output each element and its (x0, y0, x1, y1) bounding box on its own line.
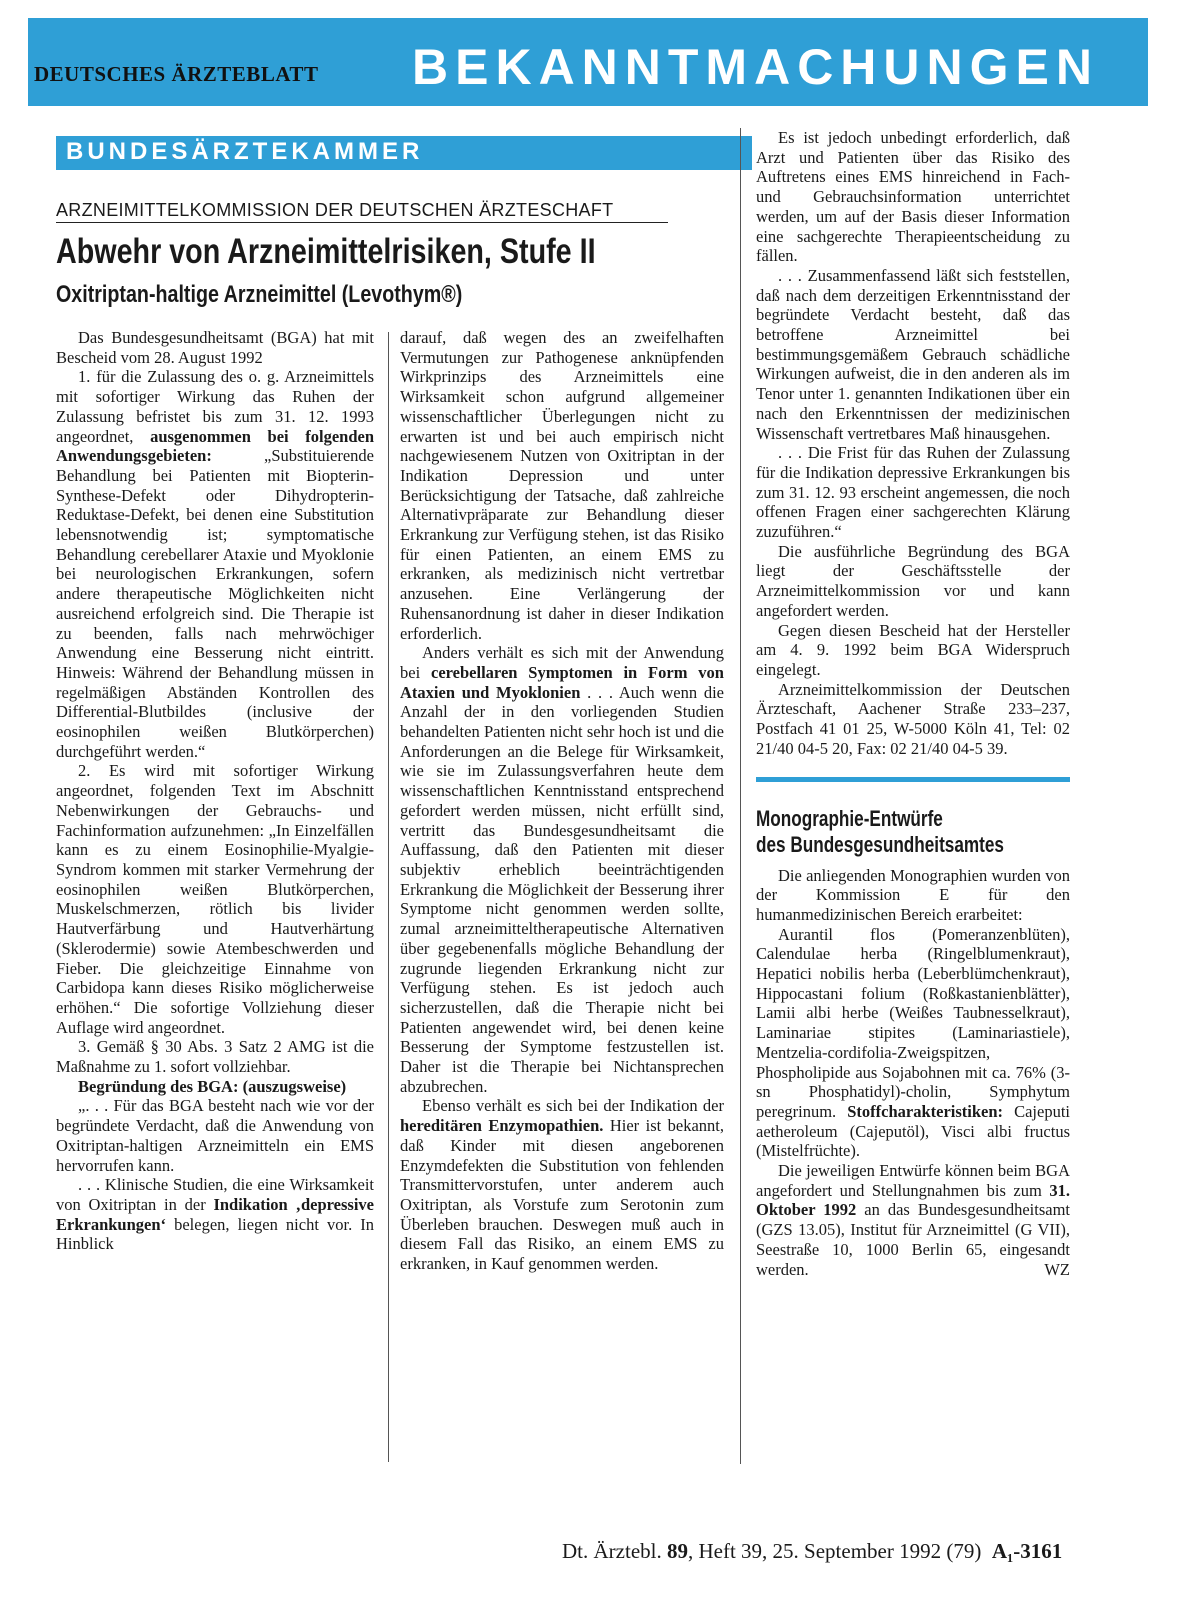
paragraph: Aurantil flos (Pomeranzenblüten), Calendulae herba (Ringelblumenkraut), Hepatici nobilis herba (Leberblümchenkraut), Hippocastani folium (Roßkastanienblätter), Lamii albi herbe (Weißes Taubnesselkraut), Laminariae stipites (Laminariastiele), Mentzelia-cordifolia-Zweigspitzen, Phospholipide aus Sojabohnen mit ca. 76% (3-sn Phosphatidyl)-cholin, Symphytum peregrinum. Stoffcharakteristiken: Cajeputi aetheroleum (Cajeputöl), Visci albi fructus (Mistelfrüchte). (756, 924, 1070, 1161)
article-kicker: ARZNEIMITTELKOMMISSION DER DEUTSCHEN ÄRZTESCHAFT (56, 200, 668, 223)
paragraph: Die jeweiligen Entwürfe können beim BGA angefordert und Stellungnahmen bis zum 31. Oktober 1992 an das Bundesgesundheitsamt (GZS 13.05), Institut für Arzneimittel (G VII), Seestraße 10, 1000 Berlin 65, eingesandt werden. WZ (756, 1161, 1070, 1279)
section-separator (756, 777, 1070, 782)
article-subtitle: Oxitriptan-haltige Arzneimittel (Levothym®) (56, 281, 463, 308)
paragraph: . . . Klinische Studien, die eine Wirksamkeit von Oxitriptan in der Indikation ‚depressive Erkrankungen‘ belegen, liegen nicht vor. In Hinblick (56, 1175, 374, 1254)
paragraph: 2. Es wird mit sofortiger Wirkung angeordnet, folgenden Text im Abschnitt Nebenwirkungen der Gebrauchs- und Fachinformation aufzunehmen: „In Einzelfällen kann es zu einem Eosinophilie-Myalgie-Syndrom kommen mit starker Vermehrung der eosinophilen weißen Blutkörperchen, Muskelschmerzen, rötlich bis livider Hautverfärbung und Hautverhärtung (Sklerodermie) sowie Atembeschwerden und Fieber. Die gleichzeitige Einnahme von Carbidopa kann dieses Risiko möglicherweise erhöhen.“ Die sofortige Vollziehung dieser Auflage wird angeordnet. (56, 761, 374, 1037)
section-subheading: Begründung des BGA: (auszugsweise) (78, 1076, 347, 1096)
subsection-band (56, 136, 752, 170)
paragraph: Das Bundesgesundheitsamt (BGA) hat mit Bescheid vom 28. August 1992 (56, 328, 374, 367)
article-column-1 (56, 328, 374, 1254)
section-title: BEKANNTMACHUNGEN (412, 39, 1099, 95)
paragraph: 3. Gemäß § 30 Abs. 3 Satz 2 AMG ist die Maßnahme zu 1. sofort vollziehbar. (56, 1037, 374, 1077)
paragraph: Es ist jedoch unbedingt erforderlich, daß Arzt und Patienten über das Risiko des Auftretens eines EMS hinreichend in Fach- und Gebrauchsinformation unterrichtet werden, um auf der Basis dieser Information eine sachgerechte Therapieentscheidung zu fällen. (756, 128, 1070, 266)
page-footer: Dt. Ärztebl. 89, Heft 39, 25. September 1992 (79) A₁-3161 (562, 1539, 1063, 1563)
paragraph: Arzneimittelkommission der Deutschen Ärzteschaft, Aachener Straße 233–237, Postfach 41 01 25, W-5000 Köln 41, Tel: 02 21/40 04-5 20, Fax: 02 21/40 04-5 39. (756, 679, 1070, 758)
monographie-title: Monographie-Entwürfe des Bundesgesundheitsamtes (756, 805, 1004, 857)
paragraph: „. . . Für das BGA besteht nach wie vor der begründete Verdacht, daß die Anwendung von Oxitriptan-haltigen Arzneimitteln ein EMS hervorrufen kann. (56, 1096, 374, 1175)
paragraph: Ebenso verhält es sich bei der Indikation der hereditären Enzymopathien. Hier ist bekannt, daß Kinder mit diesen angeborenen Enzymdefekten die Substitution von fehlenden Transmittervorstufen, unter anderem auch Oxitriptan, als Vorstufe zum Serotonin zum Überleben brauchen. Deswegen muß auch in diesem Fall das Risiko, an einem EMS zu erkranken, in Kauf genommen werden. (400, 1096, 725, 1274)
journal-name: DEUTSCHES ÄRZTEBLATT (34, 62, 319, 86)
paragraph: . . . Die Frist für das Ruhen der Zulassung für die Indikation depressive Erkrankungen bis zum 31. 12. 93 erscheint angemessen, die noch offenen Fragen einer sachgerechten Klärung zuzuführen.“ (756, 443, 1070, 542)
column-divider (388, 332, 389, 1462)
paragraph: Die anliegenden Monographien wurden von der Kommission E für den humanmedizinischen Bereich erarbeitet: (756, 865, 1070, 924)
paragraph: darauf, daß wegen des an zweifelhaften Vermutungen zur Pathogenese anknüpfenden Wirkprinzips des Arzneimittels eine Wirksamkeit schon aufgrund allgemeiner wissenschaftlicher Überlegungen nicht zu erwarten ist und bei auch empirisch nicht nachgewiesenem Nutzen von Oxitriptan in der Indikation Depression und unter Berücksichtigung der Tatsache, daß zahlreiche Alternativpräparate zur Behandlung dieser Erkrankung zur Verfügung stehen, ist das Risiko für einen Patienten, an einem EMS zu erkranken, als medizinisch nicht vertretbar anzusehen. Eine Verlängerung der Ruhensanordnung ist daher in dieser Indikation erforderlich. (400, 328, 724, 643)
paragraph: Anders verhält es sich mit der Anwendung bei cerebellaren Symptomen in Form von Ataxien und Myoklonien . . . Auch wenn die Anzahl der in den vorliegenden Studien behandelten Patienten nicht sehr hoch ist und die Anforderungen an die Belege für Wirksamkeit, wie sie im Zulassungsverfahren heute dem wissenschaftlichen Kenntnisstand entsprechend gefordert werden müssen, nicht erfüllt sind, vertritt das Bundesgesundheitsamt die Auffassung, daß den Patienten mit dieser subjektiv erheblich beeinträchtigenden Erkrankung die Möglichkeit der Besserung ihrer Symptome nicht genommen werden sollte, zumal arzneimitteltherapeutische Alternativen über gegebenenfalls mögliche Behandlung der zugrunde liegenden Erkrankung nicht zur Verfügung stehen. Es ist jedoch auch sicherzustellen, daß die Therapie nicht bei Patienten angewendet wird, bei denen keine Besserung der Symptome festzustellen ist. Daher ist die Therapie bei Nichtansprechen abzubrechen. (400, 643, 724, 1096)
article-column-2 (400, 328, 724, 1274)
article-title: Abwehr von Arzneimittelrisiken, Stufe II (56, 232, 596, 271)
article-column-3 (756, 128, 1070, 1279)
paragraph: Die ausführliche Begründung des BGA liegt der Geschäftsstelle der Arzneimittelkommission vor und kann angefordert werden. (756, 541, 1070, 620)
author-signature: WZ (1044, 1259, 1070, 1279)
subsection-title: BUNDESÄRZTEKAMMER (66, 138, 424, 165)
column-divider (740, 128, 741, 1464)
paragraph: 1. für die Zulassung des o. g. Arzneimittels mit sofortiger Wirkung das Ruhen der Zulassung befristet bis zum 31. 12. 1993 angeordnet, ausgenommen bei folgenden Anwendungsgebieten: „Substituierende Behandlung bei Patienten mit Biopterin-Synthese-Defekt oder Dihydropterin-Reduktase-Defekt, bei denen eine Substitution lebensnotwendig ist; symptomatische Behandlung cerebellarer Ataxie und Myoklonie bei neurologischen Erkrankungen, sofern andere therapeutische Möglichkeiten nicht ausreichend erfolgreich sind. Die Therapie ist zu beenden, falls nach mehrwöchiger Anwendung eine Besserung nicht eintritt. Hinweis: Während der Behandlung müssen in regelmäßigen Abständen Kontrollen des Differential-Blutbildes (inclusive der eosinophilen weißen Blutkörperchen) durchgeführt werden.“ (56, 367, 374, 761)
paragraph: Gegen diesen Bescheid hat der Hersteller am 4. 9. 1992 beim BGA Widerspruch eingelegt. (756, 620, 1070, 679)
paragraph: . . . Zusammenfassend läßt sich feststellen, daß nach dem derzeitigen Erkenntnisstand der begründete Verdacht besteht, daß das betroffene Arzneimittel bei bestimmungsgemäßem Gebrauch schädliche Wirkungen aufweist, die in den anderen als im Tenor unter 1. genannten Indikationen über ein nach den Erkenntnissen der medizinischen Wissenschaft vertretbares Maß hinausgehen. (756, 265, 1070, 443)
page-number: A₁-3161 (991, 1539, 1063, 1563)
